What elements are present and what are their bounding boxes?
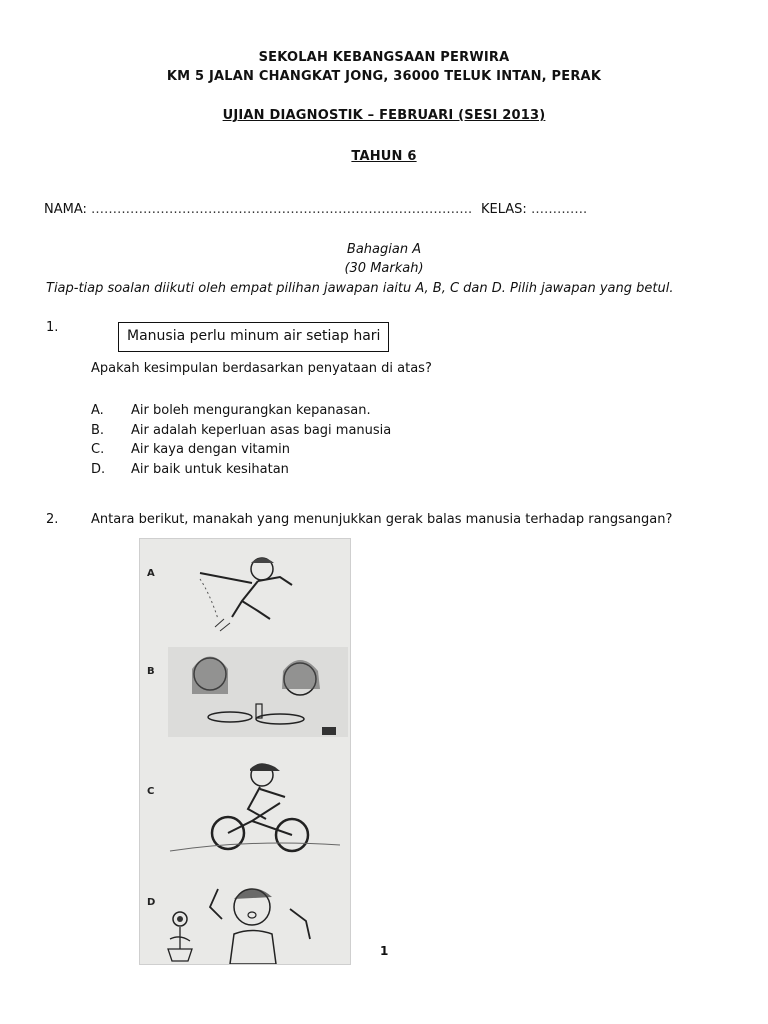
option-letter: A.: [91, 403, 104, 418]
school-name: SEKOLAH KEBANGSAAN PERWIRA: [258, 50, 510, 65]
q1-options: [91, 401, 391, 479]
class-field: [481, 202, 587, 217]
panel-letter-a: A: [147, 568, 155, 579]
q1-option-b[interactable]: [91, 421, 391, 441]
q2-question: Antara berikut, manakah yang menunjukkan gerak balas manusia terhadap rangsangan?: [91, 512, 673, 527]
panel-letter-d: D: [147, 897, 156, 908]
panel-letter-b: B: [147, 666, 155, 677]
q2-figure: [139, 538, 351, 965]
panel-b-girls-eating: [147, 647, 348, 737]
panel-letter-c: C: [147, 786, 155, 797]
year-title: TAHUN 6: [351, 149, 417, 164]
option-letter: B.: [91, 422, 105, 438]
section-title: Bahagian A: [346, 242, 422, 257]
exam-title: UJIAN DIAGNOSTIK – FEBRUARI (SESI 2013): [222, 108, 546, 123]
section-marks: (30 Markah): [344, 261, 424, 276]
q1-statement: Manusia perlu minum air setiap hari: [127, 328, 381, 344]
q2-number: 2.: [46, 512, 59, 527]
option-text: Air adalah keperluan asas bagi manusia: [131, 422, 392, 438]
option-text: Air baik untuk kesihatan: [131, 461, 289, 477]
q1-option-a[interactable]: [91, 401, 391, 421]
panel-d-girl-reacting: [147, 888, 310, 964]
q1-option-d[interactable]: [91, 460, 391, 480]
name-label: NAMA:: [44, 202, 87, 217]
class-label: KELAS:: [481, 202, 527, 217]
q2-illustration: [140, 539, 350, 964]
page-number: 1: [380, 944, 389, 958]
option-letter: D.: [91, 461, 106, 477]
section-instruction: Tiap-tiap soalan diikuti oleh empat pilihan jawapan iaitu A, B, C dan D. Pilih jawapan yang betul.: [46, 281, 674, 296]
option-text: Air boleh mengurangkan kepanasan.: [131, 403, 371, 418]
name-field: [44, 202, 472, 217]
name-dots: …………………………………………………………………………….: [91, 202, 473, 217]
panel-c-boy-cycling: [147, 763, 340, 851]
q1-option-c[interactable]: [91, 440, 391, 460]
q1-number: 1.: [46, 320, 59, 335]
q1-question: Apakah kesimpulan berdasarkan penyataan di atas?: [91, 361, 432, 376]
school-address: KM 5 JALAN CHANGKAT JONG, 36000 TELUK INTAN, PERAK: [166, 69, 602, 84]
class-dots: ………….: [530, 202, 588, 217]
option-letter: C.: [91, 442, 105, 457]
panel-a-jumping-boy: [147, 558, 292, 631]
option-text: Air kaya dengan vitamin: [131, 442, 291, 457]
q1-statement-box: [118, 322, 389, 352]
